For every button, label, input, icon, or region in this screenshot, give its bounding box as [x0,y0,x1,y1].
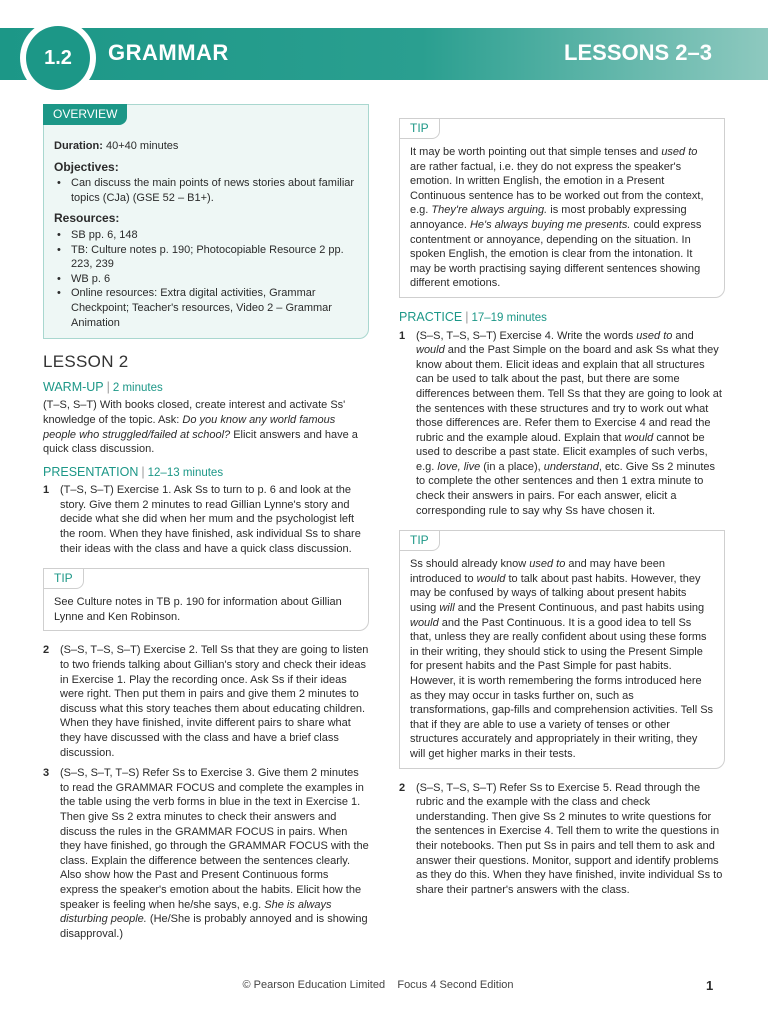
text-run: could express contentment or annoyance, depending on the situation. In spoken English, the emotion is clear from the intonation. It may be worth practising saying different sentences showing different emotions. [410,218,702,290]
lesson-title: LESSON 2 [43,352,129,372]
item-text: (S–S, T–S, S–T) Exercise 2. Tell Ss that they are going to listen to two friends talking about Gillian's story and check their ideas in Exercise 1. Play the recording once. Ask Ss if their ideas were right. Then put them in pairs and give them 2 minutes to discuss what this story teaches them about educating children. When they have finished, invite different pairs to share what they have discussed with the class and have a brief class discussion. [60,644,369,759]
text-run-italic: would [416,344,445,357]
warmup-text [43,398,369,456]
text-run: to talk about past habits. However, they may be confused by ways of talking about present habits using [410,572,701,615]
item-number: 1 [399,329,406,342]
tip-text [410,558,713,760]
text-run: and the Past Simple on the board and ask Ss what they know about them. Elicit ideas and explain that all structures can be used to talk about the past, but there are some differences between them. Tell Ss that they are going to look at the sentences with these structures and try to work out what those differences are. Refer them to Exercise 4 and read the rubric and the example aloud. Explain that [416,344,722,444]
copyright: © Pearson Education Limited [242,979,386,991]
tip-text [410,146,704,289]
text-run: (in a place), [480,460,544,473]
text-run: Elicit answers and have a quick class discussion. [43,428,358,456]
duration-label: Duration: [54,140,103,152]
item-number: 2 [43,644,50,657]
text-run: and may have been introduced to [410,558,666,585]
text-run-italic: would [476,572,506,585]
presentation-item-3 [43,766,369,941]
text-run: (He/She is probably annoyed and is showing disapproval.) [60,913,368,940]
item-number: 1 [43,484,50,497]
practice-minutes: 17–19 minutes [471,311,547,324]
item-text: (S–S, T–S, S–T) Refer Ss to Exercise 5. Read through the rubric and the example with the class and check understanding. Then give Ss 2 minutes to write questions for the sentences in Exercise 4. Tell them to write the questions in their notebooks. Then put Ss in pairs and tell them to ask and answer their questions. Monitor, support and identify problems as they do this. When they have finished, invite individual Ss to share their partner's answers with the class. [416,781,723,896]
lesson-badge-number: 1.2 [26,26,90,90]
section-title: GRAMMAR [108,40,229,65]
tip-tag: TIP [43,568,84,589]
item-text [60,767,369,940]
text-run-italic: He's always buying me presents. [469,218,631,231]
item-number: 3 [43,767,50,780]
warmup-heading: WARM-UP | 2 minutes [43,379,163,394]
text-run-italic: They're always arguing. [431,204,548,217]
tip-tag: TIP [399,118,440,139]
duration [54,139,358,154]
text-run: and the Present Continuous, and past habits using [454,602,705,615]
item-text [416,330,722,517]
tip-text: See Culture notes in TB p. 190 for information about Gillian Lynne and Ken Robinson. [54,596,342,623]
text-run-italic: will [439,602,455,615]
text-run-italic: used to [636,329,673,342]
lessons-label: LESSONS 2–3 [564,40,712,65]
item-text: (T–S, S–T) Exercise 1. Ask Ss to turn to p. 6 and look at the story. Give them 2 minutes to read Gillian Lynne's story and decide what she did when her mum and the psychologist left the room. When they have finished, ask individual Ss to share their ideas with the class and have a quick class discussion. [60,484,361,555]
item-number: 2 [399,781,406,794]
text-run: are rather factual, i.e. they do not express the speaker's emotion. In written English, the emotion in a Present Continuous sentence has to be worked out from the context, e.g. [410,160,704,217]
practice-item-1 [399,329,725,519]
text-run-italic: used to [529,558,566,571]
warmup-label: WARM-UP [43,379,104,394]
text-run-italic: would [410,616,439,629]
text-run: cannot be used to describe a past state. Elicit examples of such verbs, e.g. [416,431,708,473]
text-run: , etc. Give Ss 2 minutes to complete the other sentences and then 1 extra minute to check their answers in pairs. For each answer, elicit a corresponding rule to say why Ss have chosen it. [416,460,715,517]
presentation-item-2 [43,643,369,760]
presentation-minutes: 12–13 minutes [147,466,224,479]
overview-tag: OVERVIEW [43,104,127,125]
list-item: • SB pp. 6, 148 [54,228,358,243]
list-item: • WB p. 6 [54,272,358,287]
duration-value: 40+40 minutes [105,140,179,152]
presentation-heading: PRESENTATION | 12–13 minutes [43,464,224,479]
text-run: (T–S, S–T) With books closed, create interest and activate Ss' knowledge of the topic. Ask: [43,399,346,426]
tip-tag: TIP [399,530,440,551]
page-number: 1 [706,978,714,993]
list-item: • Online resources: Extra digital activities, Grammar Checkpoint; Teacher's resources, Video 2 – Grammar Animation [54,286,358,330]
text-run-italic: She is always disturbing people. [60,898,332,926]
presentation-item-1 [43,483,369,556]
list-item: • TB: Culture notes p. 190; Photocopiable Resource 2 pp. 223, 239 [54,243,358,272]
resources-label: Resources: [54,211,120,226]
objectives-list [54,176,358,205]
right-column [399,118,725,903]
warmup-minutes: 2 minutes [112,381,163,394]
text-run: It may be worth pointing out that simple tenses and [410,146,662,158]
text-run-italic: would [624,431,654,444]
text-run: is most probably expressing annoyance. [410,204,687,231]
edition: Focus 4 Second Edition [397,979,514,991]
text-run-italic: understand [543,460,599,473]
presentation-label: PRESENTATION [43,464,139,479]
list-item: • Can discuss the main points of news stories about familiar topics (CJa) (GSE 52 – B1+). [54,176,358,205]
text-run: (S–S, S–T, T–S) Refer Ss to Exercise 3. Give them 2 minutes to read the GRAMMAR FOCUS and complete the examples in the table using the verb forms in blue in the text in Exercise 1. Then give Ss 2 extra minutes to check their answers and discuss the rules in the GRAMMAR FOCUS in pairs. When they have finished, go through the GRAMMAR FOCUS with the class. Explain the difference between the sentences clearly. Also show how the Past and Present Continuous forms express the speaker's emotion about the habits. Elicit how the speaker is feeling when he/she says, e.g. [60,767,369,911]
practice-item-2 [399,781,725,898]
objectives-label: Objectives: [54,159,119,174]
text-run: and the Past Continuous. It is a good idea to tell Ss that, unless they are really confident about using these forms in their writing, they should stick to using the Present Simple for present habits and the Past Simple for past habits. However, it is worth remembering the forms introduced here as they may occur in tasks further on, such as transformations, gap-fills and comprehension activities. Tell Ss that if they are able to use a variety of tenses or other structures accurately and appropriately in their writing, they will get higher marks in their tests. [410,616,714,760]
text-run-italic: Do you know any world famous people who struggled/failed at school? [43,413,336,441]
practice-heading: PRACTICE | 17–19 minutes [399,309,547,324]
practice-label: PRACTICE [399,309,463,324]
text-run: (S–S, T–S, S–T) Exercise 4. Write the words [416,329,637,342]
text-run-italic: used to [661,146,698,158]
overview-box [43,104,369,339]
tip-box-tenses [399,118,725,298]
tip-box-culture [43,568,369,631]
left-column [43,104,369,947]
footer [0,979,768,991]
text-run: Ss should already know [410,558,530,571]
tip-box-habits [399,530,725,768]
text-run: and [672,329,694,342]
resources-list [54,228,358,330]
text-run-italic: love, live [437,460,481,473]
